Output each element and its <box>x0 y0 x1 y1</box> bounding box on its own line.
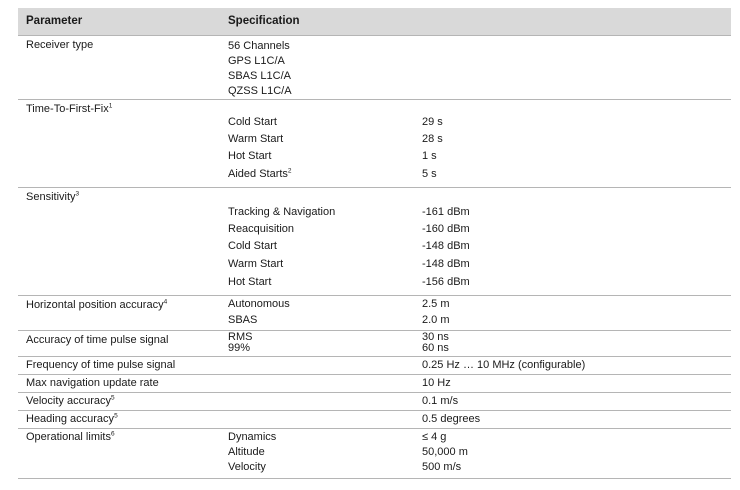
spec-text: Aided Starts <box>228 168 288 180</box>
parameter-label <box>26 334 168 346</box>
spec-label <box>228 461 266 473</box>
parameter-text: Max navigation update rate <box>26 377 159 389</box>
spec-value: -148 dBm <box>422 258 470 270</box>
parameter-label <box>26 377 159 389</box>
spec-text: Warm Start <box>228 258 284 270</box>
spec-text: RMS <box>228 331 253 343</box>
spec-value: -156 dBm <box>422 276 470 288</box>
section-max-navigation-update-rate <box>18 374 731 392</box>
parameter-label <box>26 359 175 371</box>
spec-value: 0.1 m/s <box>422 395 459 407</box>
spec-label <box>228 40 290 52</box>
parameter-text: Horizontal position accuracy <box>26 299 164 311</box>
spec-label <box>228 133 283 145</box>
spec-label <box>228 276 271 288</box>
parameter-text: Sensitivity <box>26 191 76 203</box>
spec-text: QZSS L1C/A <box>228 85 292 97</box>
spec-label <box>228 150 271 162</box>
parameter-text: Receiver type <box>26 39 94 51</box>
footnote-marker: 5 <box>114 412 118 420</box>
spec-label <box>228 206 335 218</box>
spec-value: 28 s <box>422 133 443 145</box>
section-operational-limits <box>18 428 731 479</box>
footnote-marker: 6 <box>110 430 115 438</box>
parameter-label <box>26 191 79 203</box>
parameter-label <box>26 299 167 311</box>
spec-text: SBAS <box>228 314 258 326</box>
section-receiver-type <box>18 35 731 99</box>
footnote-marker: 3 <box>75 190 80 198</box>
parameter-label <box>26 103 112 115</box>
parameter-text: Velocity accuracy <box>26 395 111 407</box>
footnote-marker: 2 <box>287 167 292 175</box>
parameter-text: Time-To-First-Fix <box>26 103 109 115</box>
footnote-marker: 4 <box>163 298 168 306</box>
spec-value: 2.5 m <box>422 298 450 310</box>
footnote-marker: 5 <box>110 394 115 402</box>
spec-text: Hot Start <box>228 150 272 162</box>
parameter-text: Operational limits <box>26 431 111 443</box>
parameter-label <box>26 395 115 407</box>
spec-text: Warm Start <box>228 133 284 145</box>
section-velocity-accuracy <box>18 392 731 410</box>
spec-table <box>18 8 731 479</box>
spec-value: 30 ns <box>422 331 449 343</box>
spec-value: 1 s <box>422 150 437 162</box>
spec-text: 99% <box>228 342 251 354</box>
section-accuracy-of-time-pulse-signal <box>18 330 731 356</box>
parameter-label <box>26 413 118 425</box>
header-specification: Specification <box>228 15 300 27</box>
spec-label <box>228 298 290 310</box>
parameter-text: Accuracy of time pulse signal <box>26 334 169 346</box>
spec-text: Cold Start <box>228 240 277 252</box>
spec-value: 0.25 Hz … 10 MHz (configurable) <box>422 359 586 371</box>
spec-text: SBAS L1C/A <box>228 70 291 82</box>
spec-label <box>228 314 257 326</box>
spec-value: 5 s <box>422 168 437 180</box>
parameter-text: Frequency of time pulse signal <box>26 359 176 371</box>
spec-label <box>228 116 277 128</box>
spec-value: 29 s <box>422 116 443 128</box>
table-body <box>18 35 731 479</box>
section-heading-accuracy <box>18 410 731 428</box>
spec-label <box>228 70 291 82</box>
spec-text: Altitude <box>228 446 265 458</box>
parameter-text: Heading accuracy <box>26 413 115 425</box>
spec-label <box>228 431 276 443</box>
header-parameter: Parameter <box>26 15 83 27</box>
spec-text: Cold Start <box>228 116 277 128</box>
spec-text: Velocity <box>228 461 266 473</box>
spec-label <box>228 168 292 180</box>
section-sensitivity <box>18 187 731 295</box>
spec-text: Hot Start <box>228 276 272 288</box>
section-time-to-first-fix <box>18 99 731 187</box>
spec-label <box>228 223 294 235</box>
spec-value: 500 m/s <box>422 461 462 473</box>
spec-value: 60 ns <box>422 342 449 354</box>
spec-label <box>228 85 292 97</box>
table-header <box>18 8 731 35</box>
spec-value: ≤ 4 g <box>422 431 447 443</box>
spec-label <box>228 240 277 252</box>
parameter-label <box>26 431 115 443</box>
spec-value: -160 dBm <box>422 223 470 235</box>
section-frequency-of-time-pulse-signal <box>18 356 731 374</box>
parameter-label <box>26 39 93 51</box>
spec-text: Reacquisition <box>228 223 295 235</box>
section-horizontal-position-accuracy <box>18 295 731 330</box>
spec-text: Autonomous <box>228 298 290 310</box>
spec-value: 0.5 degrees <box>422 413 481 425</box>
spec-value: -148 dBm <box>422 240 470 252</box>
spec-label <box>228 258 283 270</box>
spec-label <box>228 342 250 354</box>
spec-label <box>228 55 285 67</box>
spec-text: Tracking & Navigation <box>228 206 336 218</box>
spec-text: Dynamics <box>228 431 277 443</box>
footnote-marker: 1 <box>108 102 113 110</box>
spec-value: -161 dBm <box>422 206 470 218</box>
spec-value: 50,000 m <box>422 446 468 458</box>
spec-text: 56 Channels <box>228 40 290 52</box>
spec-text: GPS L1C/A <box>228 55 285 67</box>
spec-label <box>228 446 265 458</box>
spec-value: 2.0 m <box>422 314 450 326</box>
spec-value: 10 Hz <box>422 377 451 389</box>
